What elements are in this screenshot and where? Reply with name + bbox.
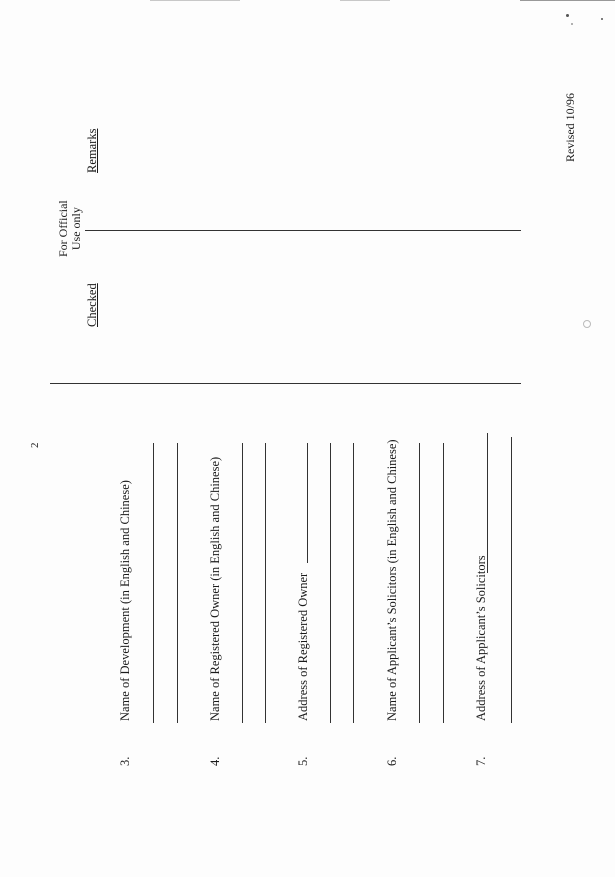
page-number: 2 <box>29 442 41 448</box>
item-7-answer-line-inline[interactable] <box>487 433 488 573</box>
item-6-label: Name of Applicant’s Solicitors (in English and Chinese) <box>385 439 399 721</box>
scan-speck <box>601 18 603 20</box>
item-4-label: Name of Registered Owner (in English and Chinese) <box>208 456 222 721</box>
official-use-heading <box>57 200 83 257</box>
item-7-answer-line-1[interactable] <box>511 437 512 723</box>
item-5-answer-line-inline[interactable] <box>307 443 308 563</box>
item-6-answer-line-1[interactable] <box>419 443 420 723</box>
item-3-label: Name of Development (in English and Chinese) <box>118 480 132 721</box>
revision-note: Revised 10/96 <box>563 93 577 162</box>
scan-speck <box>571 23 573 25</box>
item-3-answer-line-1[interactable] <box>153 443 154 723</box>
item-4-answer-line-2[interactable] <box>265 443 266 723</box>
item-3-answer-line-2[interactable] <box>177 443 178 723</box>
official-use-divider-rule <box>85 230 521 231</box>
item-5-label: Address of Registered Owner <box>296 572 310 721</box>
scan-artifact-line <box>150 0 240 1</box>
item-3-number: 3. <box>118 756 132 766</box>
official-use-heading-line2: Use only <box>69 207 83 251</box>
item-5-number: 5. <box>296 756 310 766</box>
item-4-number: 4. <box>208 756 222 766</box>
item-5-answer-line-2[interactable] <box>353 443 354 723</box>
official-use-heading-line1: For Official <box>56 200 70 257</box>
item-7-label: Address of Applicant’s Solicitors <box>474 555 488 721</box>
scan-artifact-line <box>340 0 390 1</box>
item-7-number: 7. <box>474 756 488 766</box>
item-5-answer-line-1[interactable] <box>330 443 331 723</box>
remarks-column-label: Remarks <box>85 128 99 173</box>
scan-speck <box>566 14 569 17</box>
item-6-number: 6. <box>385 756 399 766</box>
scan-smudge <box>583 320 591 328</box>
scan-artifact-line <box>520 0 615 1</box>
official-use-bottom-rule <box>50 383 521 384</box>
item-4-answer-line-1[interactable] <box>242 443 243 723</box>
item-6-answer-line-2[interactable] <box>443 443 444 723</box>
checked-column-label: Checked <box>85 283 99 327</box>
